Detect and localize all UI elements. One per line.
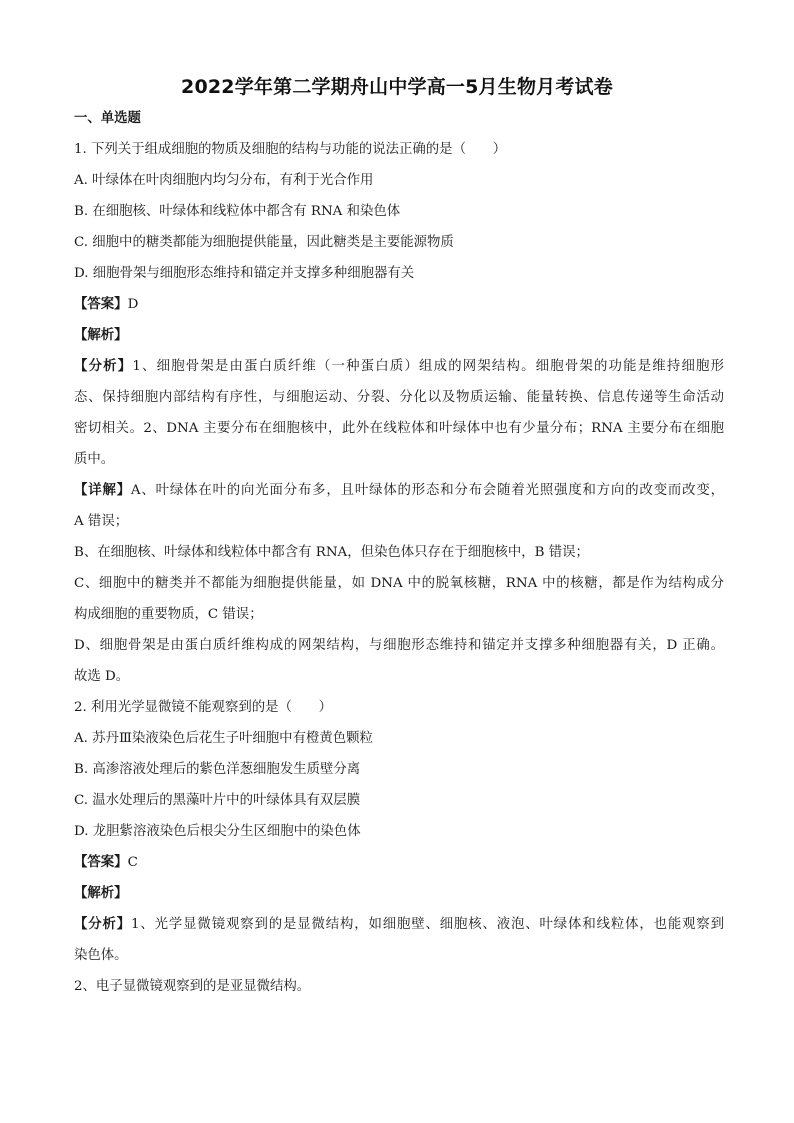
q1-option-b: B. 在细胞核、叶绿体和线粒体中都含有 RNA 和染色体: [74, 204, 401, 219]
q2-option-d: D. 龙胆紫溶液染色后根尖分生区细胞中的染色体: [74, 824, 361, 839]
fenxi-text: 1、细胞骨架是由蛋白质纤维（一种蛋白质）组成的网架结构。细胞骨架的功能是维持细胞形: [132, 359, 724, 374]
q2-fenxi-line-3: 2、电子显微镜观察到的是亚显微结构。: [74, 979, 311, 994]
section-heading: 一、单选题: [74, 111, 141, 126]
q1-analysis-heading: [74, 327, 724, 345]
q1-stem: 1. 下列关于组成细胞的物质及细胞的结构与功能的说法正确的是（ ）: [74, 142, 507, 157]
q1-fenxi-line-3: 密切相关。2、DNA 主要分布在细胞核中，此外在线粒体和叶绿体中也有少量分布；RNA 主要分布在细胞: [74, 421, 724, 436]
q1-option-d: D. 细胞骨架与细胞形态维持和锚定并支撑多种细胞器有关: [74, 266, 415, 281]
q2-fenxi-line-2: 染色体。: [74, 948, 128, 963]
q1-fenxi-line-2: 态、保持细胞内部结构有序性，与细胞运动、分裂、分化以及物质运输、能量转换、信息传递等生命活动: [74, 390, 724, 405]
q1-xiangjie-line-7: 故选 D。: [74, 669, 130, 684]
answer-tag: 【答案】: [74, 297, 128, 312]
q1-xiangjie-line-5: 构成细胞的重要物质，C 错误；: [74, 607, 263, 622]
q1-xiangjie-line-4: C、细胞中的糖类并不都能为细胞提供能量，如 DNA 中的脱氧核糖，RNA 中的核糖，都是作为结构成分: [74, 576, 724, 591]
answer-tag: 【答案】: [74, 855, 128, 870]
q1-fenxi-line-4: 质中。: [74, 452, 115, 467]
fenxi-tag: 【分析】: [74, 359, 133, 374]
q1-fenxi-line-1: [74, 358, 724, 376]
q1-option-c: C. 细胞中的糖类都能为细胞提供能量，因此糖类是主要能源物质: [74, 235, 454, 250]
analysis-tag: 【解析】: [74, 886, 128, 901]
q1-option-a: A. 叶绿体在叶肉细胞内均匀分布，有利于光合作用: [74, 173, 374, 188]
fenxi-text: 1、光学显微镜观察到的是显微结构，如细胞壁、细胞核、液泡、叶绿体和线粒体，也能观察到: [131, 917, 724, 932]
q2-analysis-heading: [74, 885, 724, 903]
fenxi-tag: 【分析】: [74, 917, 132, 932]
q2-option-c: C. 温水处理后的黑藻叶片中的叶绿体具有双层膜: [74, 793, 361, 808]
q2-option-b: B. 高渗溶液处理后的紫色洋葱细胞发生质壁分离: [74, 762, 361, 777]
q1-xiangjie-line-3: B、在细胞核、叶绿体和线粒体中都含有 RNA，但染色体只存在于细胞核中，B 错误；: [74, 545, 589, 560]
q2-answer: [74, 854, 724, 872]
xiangjie-text: A、叶绿体在叶的向光面分布多，且叶绿体的形态和分布会随着光照强度和方向的改变而改变，: [130, 483, 724, 498]
page-title: 2022学年第二学期舟山中学高一5月生物月考试卷: [181, 76, 613, 98]
answer-value: C: [127, 855, 138, 870]
answer-value: D: [127, 297, 139, 312]
q1-xiangjie-line-2: A 错误；: [74, 514, 129, 529]
q1-answer: [74, 296, 724, 314]
q1-xiangjie-line-1: [74, 482, 724, 500]
q2-stem: 2. 利用光学显微镜不能观察到的是（ ）: [74, 700, 333, 715]
q1-xiangjie-line-6: D、细胞骨架是由蛋白质纤维构成的网架结构，与细胞形态维持和锚定并支撑多种细胞器有关，D 正确。: [74, 638, 724, 653]
analysis-tag: 【解析】: [74, 328, 128, 343]
q2-option-a: A. 苏丹Ⅲ染液染色后花生子叶细胞中有橙黄色颗粒: [74, 731, 373, 746]
xiangjie-tag: 【详解】: [74, 483, 131, 498]
q2-fenxi-line-1: [74, 916, 724, 934]
